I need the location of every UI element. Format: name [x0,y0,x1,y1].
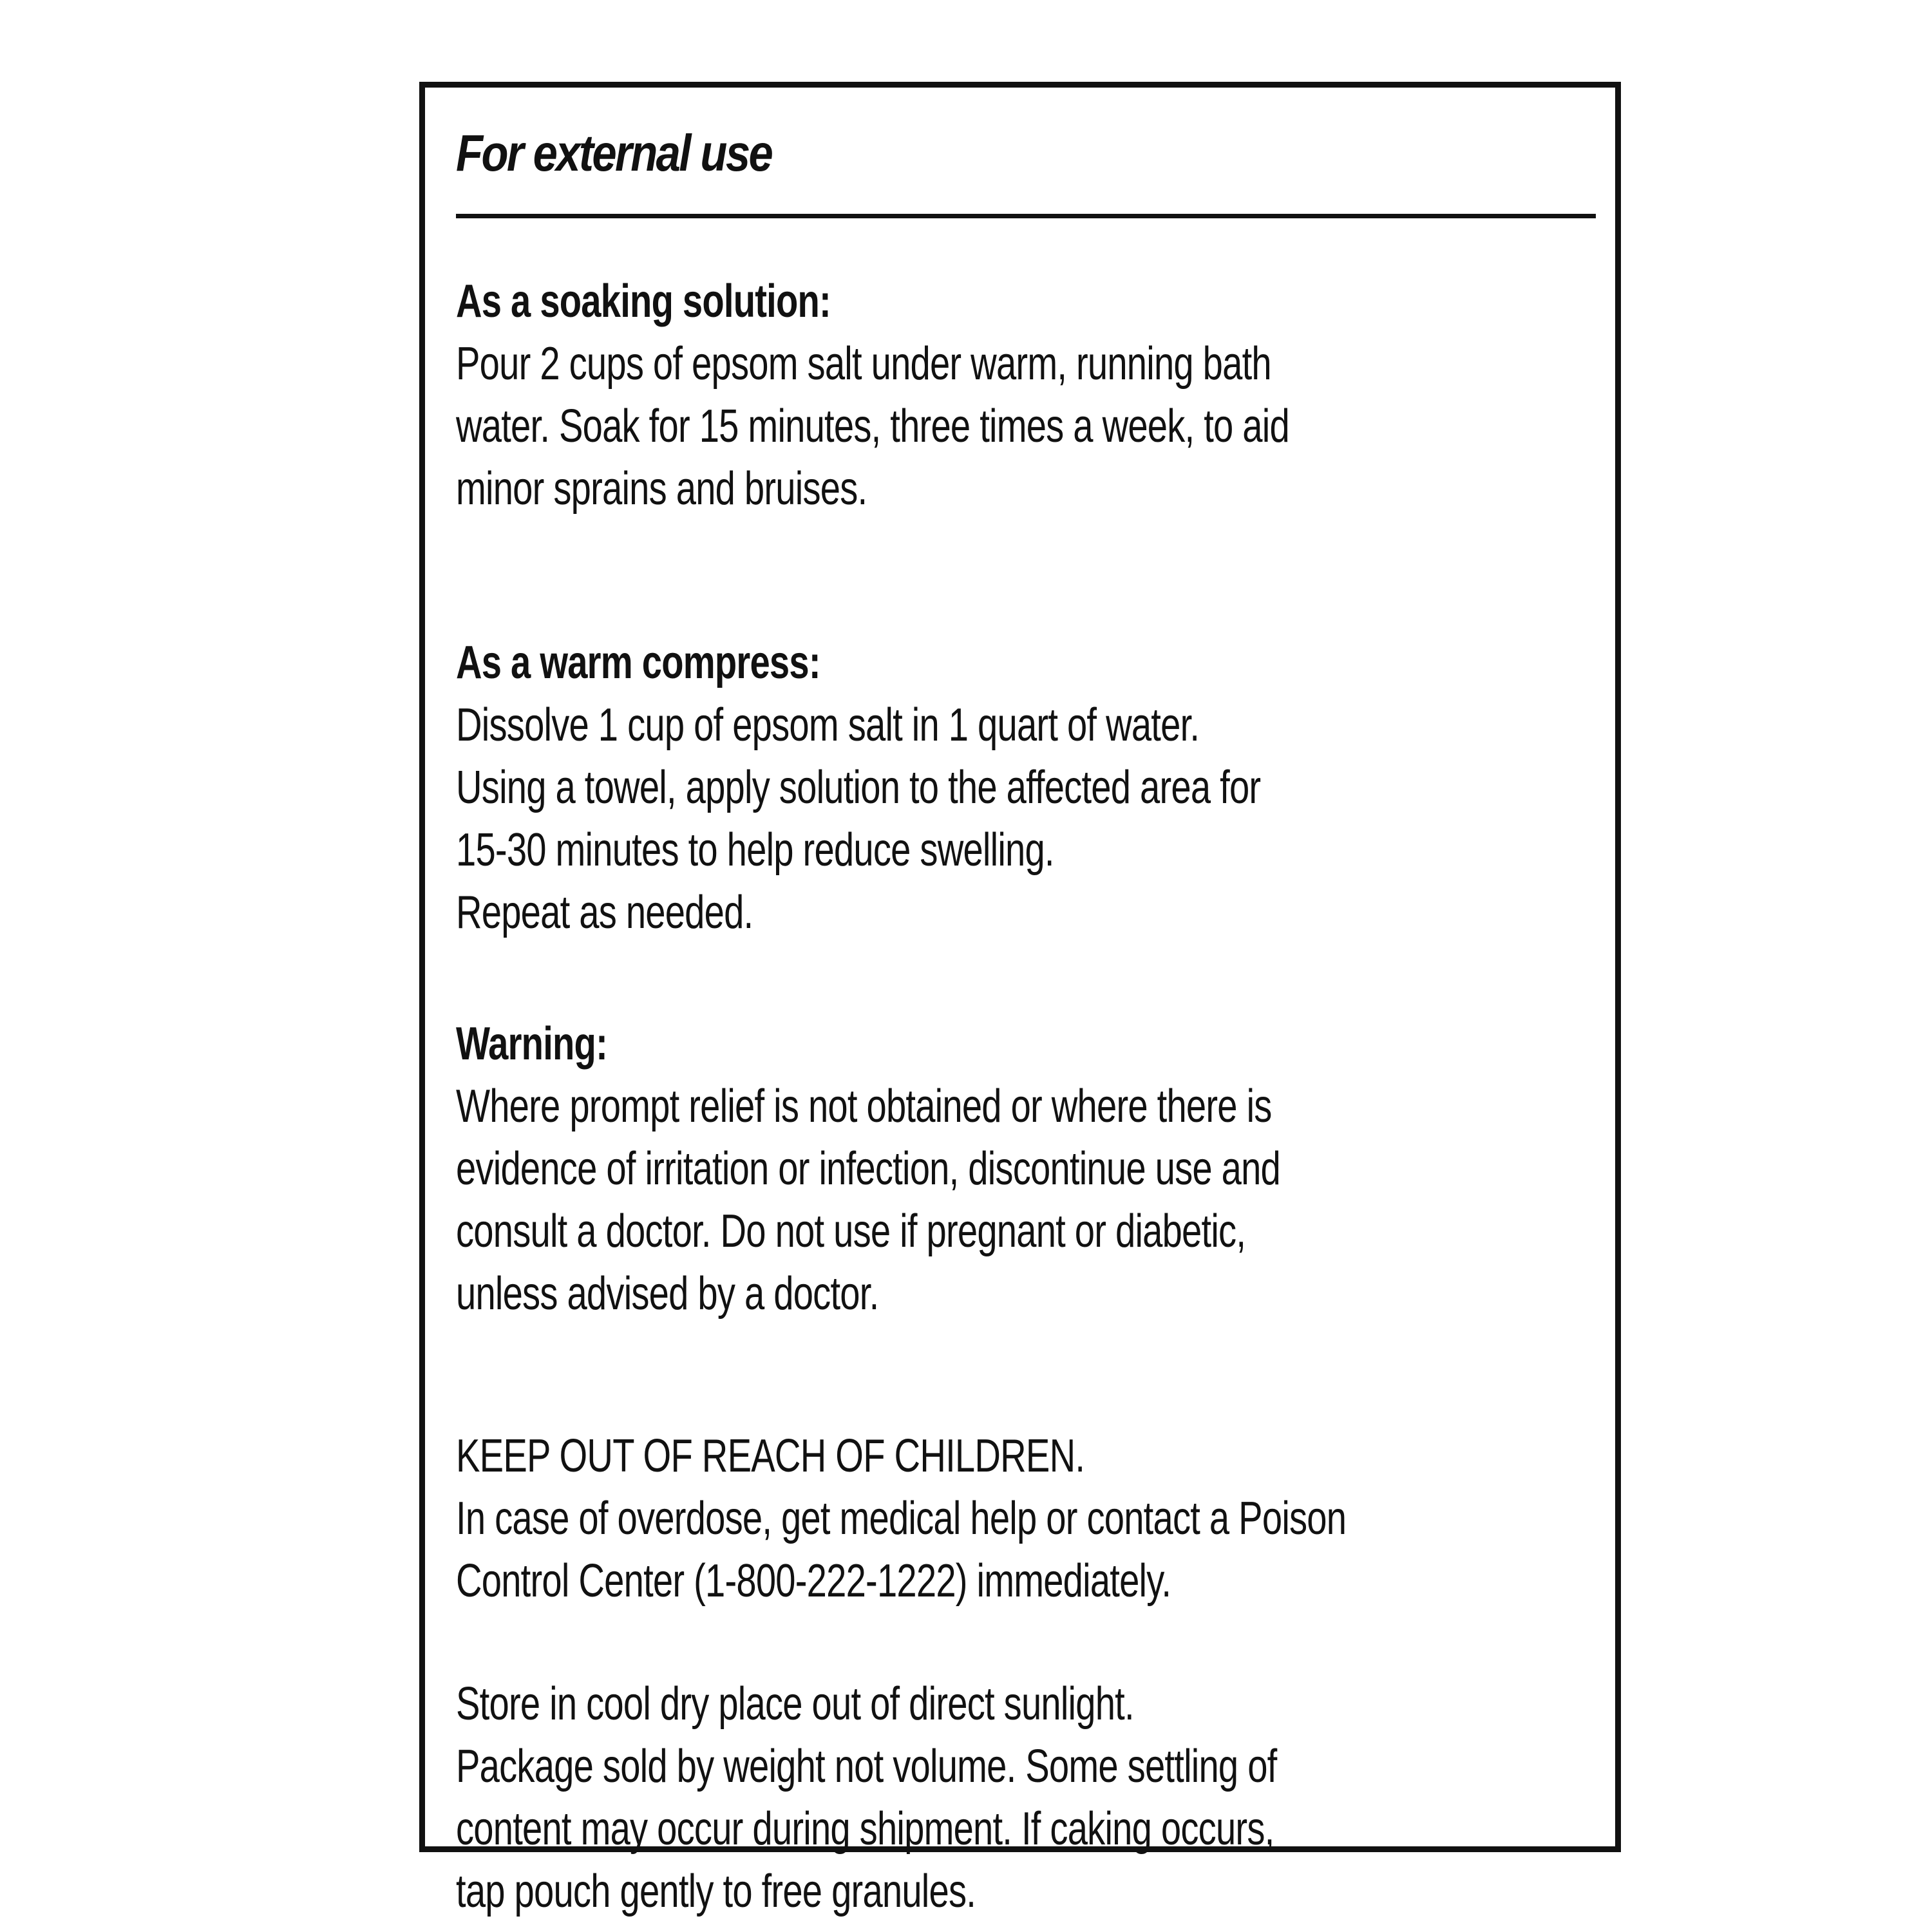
soaking-solution-section [456,270,1596,520]
section-line: tap pouch gently to free granules. [456,1866,976,1917]
label-panel [419,82,1621,1917]
section-line: minor sprains and bruises. [456,463,867,515]
section-line: Dissolve 1 cup of epsom salt in 1 quart of water. [456,699,1200,751]
section-heading: As a warm compress: [456,637,820,688]
title-divider [456,214,1596,218]
section-line: In case of overdose, get medical help or contact a Poison [456,1493,1347,1544]
section-line: unless advised by a doctor. [456,1268,879,1320]
warning-section [456,1013,1596,1325]
warm-compress-section [456,632,1596,944]
section-line: water. Soak for 15 minutes, three times a week, to aid [456,401,1289,452]
section-line: evidence of irritation or infection, discontinue use and [456,1143,1281,1195]
section-line: Using a towel, apply solution to the affected area for [456,762,1261,813]
section-line: Repeat as needed. [456,887,753,938]
section-line: Store in cool dry place out of direct sunlight. [456,1678,1134,1730]
section-line: 15-30 minutes to help reduce swelling. [456,824,1054,876]
section-line: Where prompt relief is not obtained or where there is [456,1081,1272,1132]
panel-title: For external use [456,124,772,182]
section-line: KEEP OUT OF REACH OF CHILDREN. [456,1430,1085,1482]
section-heading: Warning: [456,1018,607,1070]
section-line: Package sold by weight not volume. Some settling of [456,1741,1277,1792]
storage-section [456,1673,1596,1923]
panel-content [456,121,1596,1917]
section-heading: As a soaking solution: [456,276,831,327]
section-line: Pour 2 cups of epsom salt under warm, running bath [456,338,1271,390]
section-line: consult a doctor. Do not use if pregnant or diabetic, [456,1206,1246,1257]
section-line: content may occur during shipment. If caking occurs, [456,1803,1274,1855]
section-line: Control Center (1-800-222-1222) immediately. [456,1555,1171,1607]
children-warning-section [456,1425,1596,1613]
